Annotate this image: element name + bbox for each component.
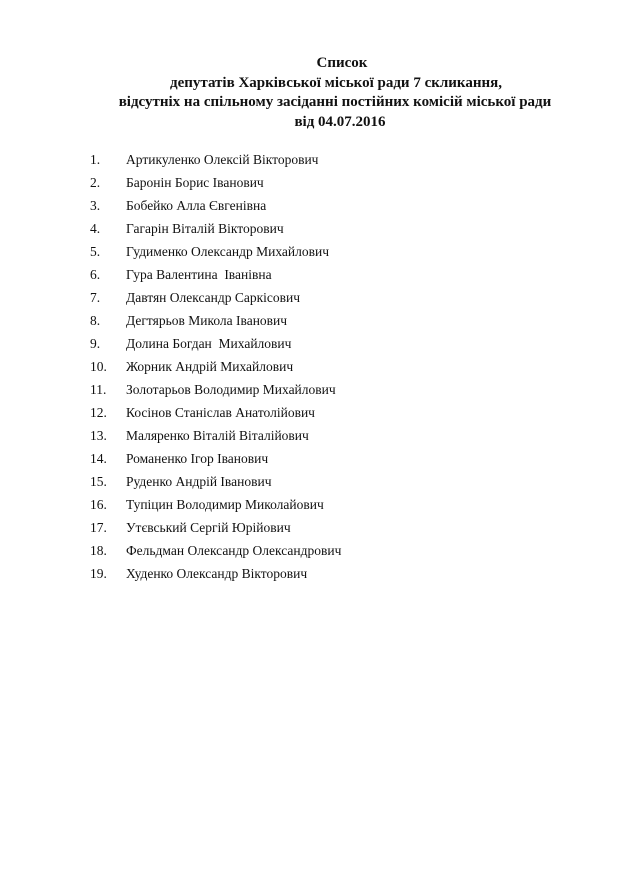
list-item xyxy=(90,401,341,424)
list-item-number: 15. xyxy=(90,474,107,489)
list-item-number: 19. xyxy=(90,566,107,581)
list-item xyxy=(90,378,341,401)
deputy-name: Тупіцин Володимир Миколайович xyxy=(126,497,324,512)
list-item xyxy=(90,493,341,516)
list-item xyxy=(90,148,341,171)
deputy-name: Маляренко Віталій Віталійович xyxy=(126,428,309,443)
list-item xyxy=(90,240,341,263)
deputy-name: Дегтярьов Микола Іванович xyxy=(126,313,288,328)
list-item xyxy=(90,217,341,240)
list-item xyxy=(90,539,341,562)
list-item-number: 2. xyxy=(90,175,101,190)
list-item xyxy=(90,171,341,194)
list-item xyxy=(90,562,341,585)
document-subtitle: депутатів Харківської міської ради 7 скликання, xyxy=(170,74,502,91)
deputy-name: Гудименко Олександр Михайлович xyxy=(126,244,330,259)
deputy-name: Утєвський Сергій Юрійович xyxy=(126,520,291,535)
list-item-number: 13. xyxy=(90,428,107,443)
deputy-name: Худенко Олександр Вікторович xyxy=(126,566,308,581)
list-item-number: 1. xyxy=(90,152,101,167)
list-item xyxy=(90,194,341,217)
document-title: Список xyxy=(316,55,368,71)
list-item-number: 12. xyxy=(90,405,107,420)
deputy-name: Фельдман Олександр Олександрович xyxy=(126,543,342,558)
deputy-list xyxy=(90,148,341,585)
list-item xyxy=(90,263,341,286)
list-item-number: 4. xyxy=(90,221,101,236)
list-item xyxy=(90,447,341,470)
deputy-name: Гагарін Віталій Вікторович xyxy=(126,221,284,236)
deputy-name: Баронін Борис Іванович xyxy=(126,175,264,190)
list-item-number: 9. xyxy=(90,336,101,351)
list-item xyxy=(90,309,341,332)
list-item xyxy=(90,332,341,355)
list-item-number: 8. xyxy=(90,313,101,328)
deputy-name: Гура Валентина Іванівна xyxy=(126,267,272,282)
deputy-name: Бобейко Алла Євгенівна xyxy=(126,198,267,213)
deputy-name: Артикуленко Олексій Вікторович xyxy=(126,152,319,167)
document-date: від 04.07.2016 xyxy=(294,113,386,130)
list-item-number: 6. xyxy=(90,267,101,282)
list-item xyxy=(90,286,341,309)
deputy-name: Жорник Андрій Михайлович xyxy=(126,359,294,374)
list-item-number: 10. xyxy=(90,359,107,374)
document-header xyxy=(0,54,632,132)
deputy-name: Косінов Станіслав Анатолійович xyxy=(126,405,315,420)
list-item-number: 16. xyxy=(90,497,107,512)
deputy-name: Романенко Ігор Іванович xyxy=(126,451,269,466)
deputy-name: Золотарьов Володимир Михайлович xyxy=(126,382,336,397)
list-item-number: 17. xyxy=(90,520,107,535)
list-item xyxy=(90,470,341,493)
list-item-number: 18. xyxy=(90,543,107,558)
deputy-name: Давтян Олександр Саркісович xyxy=(126,290,301,305)
list-item-number: 7. xyxy=(90,290,101,305)
list-item-number: 3. xyxy=(90,198,101,213)
list-item xyxy=(90,355,341,378)
deputy-name: Руденко Андрій Іванович xyxy=(126,474,272,489)
deputy-name: Долина Богдан Михайлович xyxy=(126,336,292,351)
list-item-number: 11. xyxy=(90,382,107,397)
document-subtitle-continued: відсутніх на спільному засіданні постійних комісій міської ради xyxy=(118,94,552,110)
list-item-number: 14. xyxy=(90,451,107,466)
list-item-number: 5. xyxy=(90,244,101,259)
list-item xyxy=(90,424,341,447)
list-item xyxy=(90,516,341,539)
